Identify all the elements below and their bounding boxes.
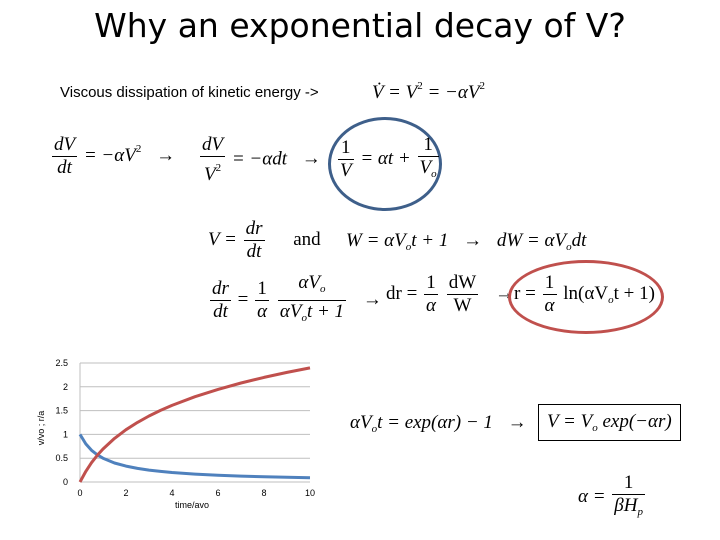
decay-chart [0,340,330,525]
equation-v-dr-dt: V = $\frac{dr}{dt}$ and [208,218,321,262]
equation-dr-dw: dr = $\frac{1}{\alpha}$ $\frac{dW}{W}$ → [386,272,514,316]
boxed-final-equation: $V = V_o$ exp(−αr) [538,404,681,441]
x-tick-labels [77,488,315,498]
y-axis-label: v/vo ; r/a [36,410,46,446]
x-tick-label: 0 [77,488,83,498]
series-line-2 [80,368,310,482]
equation-dv-over-v2: $\frac{dV}{V^2}$ = −αdt → [202,134,321,185]
y-tick-label: 1.5 [55,405,68,416]
x-axis-label: time/avo [174,500,210,510]
equation-dr-dt: $\frac{dr}{dt}$ = $\frac{1}{\alpha}$ $\frac{\alpha V_o}{\alpha V_ot + 1}$ → [212,272,382,324]
slide-title: Why an exponential decay of V? [94,6,626,45]
y-tick-label: 1 [62,429,68,440]
y-tick-labels [55,358,68,487]
slide-subtitle: Viscous dissipation of kinetic energy -> [60,84,319,101]
y-tick-label: 2.5 [55,358,68,368]
y-tick-label: 0.5 [55,453,68,464]
x-tick-label: 10 [304,488,316,498]
x-tick-label: 4 [169,488,175,498]
x-tick-label: 2 [123,488,129,498]
equation-alpha-def: α = $\frac{1}{\beta H_p}$ [578,472,643,518]
equation-inverse-v: $\frac{1}{V}$ = αt + $\frac{1}{V_o}$ [340,134,437,181]
series-lines [80,368,310,482]
equation-r-solution: r = $\frac{1}{\alpha}$ $\ln(\alpha V_ot + 1)$ [514,272,655,316]
x-tick-label: 6 [215,488,221,498]
equation-w-def: $W = \alpha V_ot + 1$ → dW = $\alpha V_odt$ [346,230,587,253]
series-line-1 [80,434,310,477]
y-tick-label: 2 [62,381,68,392]
y-tick-label: 0 [62,477,68,487]
x-tick-label: 8 [261,488,267,498]
energy-dissipation-equation: V̇ = $V^2 = -\alpha V^2$ [372,80,485,103]
equation-dv-dt: $\frac{dV}{dt}$ = $-\alpha V^2$ → [54,134,176,178]
equation-exp-ar: $\alpha V_ot = \exp(\alpha r) - 1$ → [350,412,527,435]
